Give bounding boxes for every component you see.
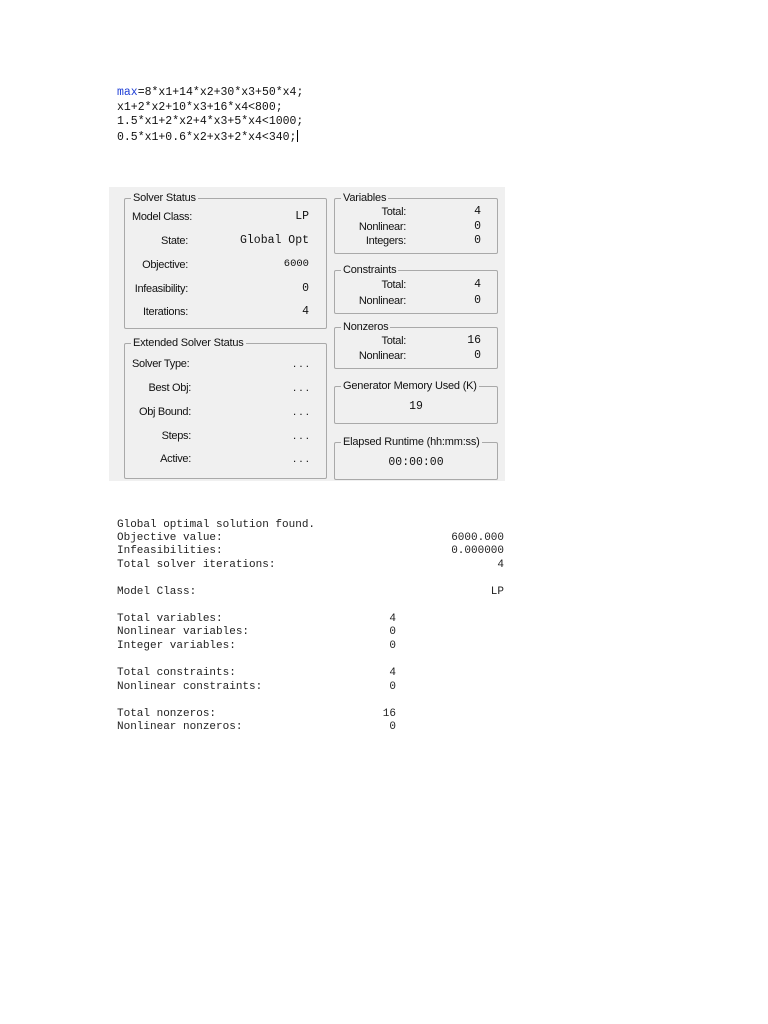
integer-variables-number: 0 — [389, 640, 396, 652]
elapsed-runtime-group — [334, 436, 498, 480]
nonlinear-nonzeros-label: Nonlinear nonzeros: — [117, 721, 243, 733]
total-variables-label: Total variables: — [117, 613, 223, 625]
solver-type-label: Solver Type: — [132, 358, 190, 370]
variables-integers-label: Integers: — [365, 235, 406, 247]
steps-value: . . . — [293, 430, 309, 442]
extended-status-title: Extended Solver Status — [133, 337, 244, 349]
total-constraints-label: Total constraints: — [117, 667, 236, 679]
solver-status-group — [124, 192, 327, 329]
text-caret — [297, 130, 298, 142]
infeasibilities-label: Infeasibilities: — [117, 545, 223, 557]
variables-nonlinear-label: Nonlinear: — [358, 221, 406, 233]
nonlinear-variables-label: Nonlinear variables: — [117, 626, 250, 638]
variables-total-label: Total: — [381, 206, 406, 218]
generator-memory-title: Generator Memory Used (K) — [343, 380, 477, 392]
nonzeros-title: Nonzeros — [343, 321, 389, 333]
report-model-class-label: Model Class: — [117, 586, 197, 598]
nonzeros-nonlinear-value: 0 — [474, 349, 481, 362]
variables-total-value: 4 — [474, 205, 481, 218]
infeasibilities-number: 0.000000 — [451, 545, 504, 557]
steps-label: Steps: — [161, 430, 191, 442]
nonzeros-total-value: 16 — [467, 334, 481, 347]
objective-label: Objective: — [142, 259, 188, 271]
variables-nonlinear-value: 0 — [474, 220, 481, 233]
variables-group — [334, 192, 498, 254]
model-editor[interactable] — [117, 86, 303, 145]
solver-status-title: Solver Status — [133, 192, 196, 204]
active-value: . . . — [293, 453, 309, 465]
nonlinear-constraints-number: 0 — [389, 681, 396, 693]
max-keyword: max — [117, 86, 138, 99]
elapsed-runtime-title: Elapsed Runtime (hh:mm:ss) — [343, 436, 480, 448]
constraint-line-2: 1.5*x1+2*x2+4*x3+5*x4<1000; — [117, 115, 304, 128]
elapsed-runtime-value: 00:00:00 — [388, 456, 444, 469]
infeasibility-label: Infeasibility: — [134, 283, 188, 295]
nonlinear-nonzeros-number: 0 — [389, 721, 396, 733]
model-class-label: Model Class: — [132, 211, 192, 223]
objective-value-number: 6000.000 — [451, 532, 504, 544]
constraints-group — [334, 264, 498, 314]
nonlinear-variables-number: 0 — [389, 626, 396, 638]
constraints-title: Constraints — [343, 264, 397, 276]
constraint-line-3: 0.5*x1+0.6*x2+x3+2*x4<340; — [117, 130, 297, 144]
obj-bound-label: Obj Bound: — [138, 406, 191, 418]
report-header: Global optimal solution found. — [117, 519, 316, 531]
solver-iterations-label: Total solver iterations: — [117, 559, 276, 571]
generator-memory-group — [334, 380, 498, 424]
constraints-nonlinear-value: 0 — [474, 294, 481, 307]
model-class-value: LP — [295, 210, 309, 223]
nonzeros-nonlinear-label: Nonlinear: — [358, 350, 406, 362]
nonzeros-total-label: Total: — [381, 335, 406, 347]
constraints-nonlinear-label: Nonlinear: — [358, 295, 406, 307]
total-nonzeros-number: 16 — [382, 708, 396, 720]
extended-solver-status-group — [124, 337, 327, 479]
constraints-total-label: Total: — [381, 279, 406, 291]
variables-title: Variables — [343, 192, 387, 204]
state-label: State: — [161, 235, 188, 247]
iterations-value: 4 — [302, 305, 309, 318]
best-obj-value: . . . — [293, 382, 309, 394]
solver-status-window — [109, 187, 505, 481]
variables-integers-value: 0 — [474, 234, 481, 247]
integer-variables-label: Integer variables: — [117, 640, 236, 652]
generator-memory-value: 19 — [409, 400, 423, 413]
state-value: Global Opt — [239, 234, 309, 247]
constraint-line-1: x1+2*x2+10*x3+16*x4<800; — [117, 100, 283, 114]
best-obj-label: Best Obj: — [148, 382, 191, 394]
solver-iterations-number: 4 — [497, 559, 504, 571]
nonlinear-constraints-label: Nonlinear constraints: — [117, 681, 263, 693]
total-nonzeros-label: Total nonzeros: — [117, 708, 217, 720]
active-label: Active: — [160, 453, 191, 465]
total-variables-number: 4 — [389, 613, 396, 625]
constraints-total-value: 4 — [474, 278, 481, 291]
total-constraints-number: 4 — [389, 667, 396, 679]
solver-type-value: . . . — [293, 358, 309, 370]
iterations-label: Iterations: — [142, 306, 188, 318]
objective-value-label: Objective value: — [117, 532, 223, 544]
objective-line: =8*x1+14*x2+30*x3+50*x4; — [137, 86, 304, 99]
report-model-class-value: LP — [490, 586, 504, 598]
objective-value: 6000 — [283, 258, 309, 270]
infeasibility-value: 0 — [302, 282, 309, 295]
obj-bound-value: . . . — [293, 406, 309, 418]
